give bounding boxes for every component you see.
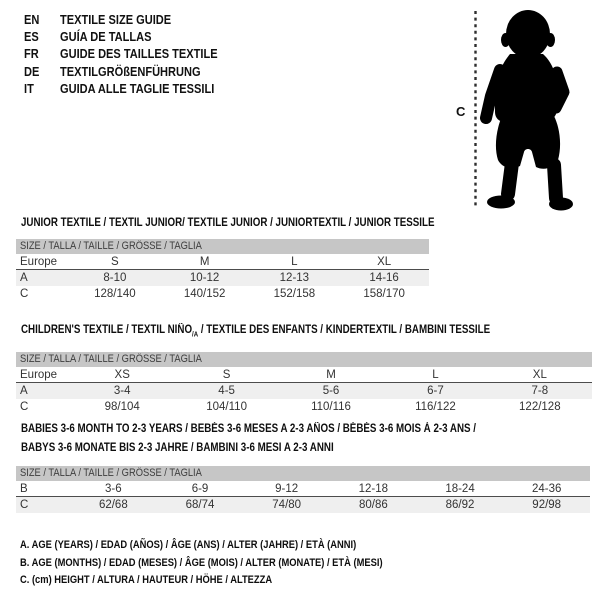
size-cell: 62/68 <box>98 499 128 511</box>
children-size-table <box>16 352 592 415</box>
row-label: B <box>20 483 28 495</box>
size-cell: 104/110 <box>206 401 247 413</box>
size-cell: 18-24 <box>445 483 475 495</box>
table-row <box>16 367 592 383</box>
figure-height-label: C <box>456 104 466 119</box>
size-cell: 4-5 <box>218 385 235 397</box>
size-header-bar: SIZE / TALLA / TAILLE / GRÖSSE / TAGLIA <box>16 239 429 254</box>
lang-code: DE <box>24 63 40 79</box>
lang-title: TEXTILE SIZE GUIDE <box>60 12 172 28</box>
size-cell: 12-18 <box>358 483 389 495</box>
children-table-title: CHILDREN'S TEXTILE / TEXTIL $NIÑO_{/A}$ / TEXTILE DES ENFANTS / KINDERTEXTIL / BAMBINI TESSILE <box>21 324 491 339</box>
table-row <box>16 286 429 302</box>
size-cell: 6-9 <box>191 483 209 495</box>
size-cell: 128/140 <box>94 288 136 300</box>
language-header <box>24 11 245 97</box>
lang-code: EN <box>24 12 40 28</box>
children-table-body <box>16 367 592 415</box>
size-cell: 122/128 <box>519 401 561 413</box>
lang-title: TEXTILGRÖßENFÜHRUNG <box>60 63 201 79</box>
size-cell: 8-10 <box>103 272 127 284</box>
size-cell: L <box>432 369 439 381</box>
baby-silhouette <box>486 10 573 211</box>
size-cell: 92/98 <box>532 499 562 511</box>
lang-code: ES <box>24 29 39 45</box>
size-cell: 110/116 <box>311 401 351 413</box>
row-label: Europe <box>20 256 58 268</box>
size-header-bar: SIZE / TALLA / TAILLE / GRÖSSE / TAGLIA <box>16 352 592 367</box>
size-cell: 98/104 <box>104 401 140 413</box>
size-cell: 6-7 <box>427 385 444 397</box>
row-label: A <box>20 385 28 397</box>
lang-row-en <box>24 11 245 28</box>
junior-table-body <box>16 254 429 302</box>
size-cell: L <box>291 256 298 268</box>
row-label: C <box>20 499 29 511</box>
size-cell: 74/80 <box>272 499 302 511</box>
table-row <box>16 497 590 513</box>
lang-row-fr <box>24 45 245 62</box>
babies-size-table <box>16 466 590 513</box>
junior-table-title: JUNIOR TEXTILE / TEXTIL JUNIOR/ TEXTILE JUNIOR / JUNIORTEXTIL / JUNIOR TESSILE <box>21 217 435 229</box>
size-cell: 9-12 <box>275 483 299 495</box>
junior-size-table <box>16 239 429 302</box>
size-cell: 80/86 <box>358 499 388 511</box>
row-label: Europe <box>20 369 58 381</box>
size-cell: M <box>326 369 336 381</box>
size-cell: 12-13 <box>279 272 310 284</box>
lang-row-it <box>24 80 245 97</box>
size-cell: 140/152 <box>183 288 226 300</box>
size-cell: XL <box>377 256 392 268</box>
footnote-c: C. (cm) HEIGHT / ALTURA / HAUTEUR / HÖHE / ALTEZZA <box>20 574 273 586</box>
lang-row-es <box>24 28 245 45</box>
footnote-b: B. AGE (MONTHS) / EDAD (MESES) / ÂGE (MOIS) / ALTER (MONATE) / ETÀ (MESI) <box>20 556 383 569</box>
lang-title: GUÍA DE TALLAS <box>60 29 152 45</box>
babies-table-title: BABIES 3-6 MONTH TO 2-3 YEARS / BEBÉS 3-6 MESES A 2-3 AÑOS / BÉBÉS 3-6 MOIS À 2-3 ANS / BABYS 3-6 MONATE BIS 2-3 JAHRE / BAMBINI 3-6 MESI A 2-3 ANNI <box>21 423 477 454</box>
table-row <box>16 270 429 286</box>
size-cell: S <box>111 256 119 268</box>
size-cell: 24-36 <box>531 483 562 495</box>
table-row <box>16 399 592 415</box>
table-row <box>16 481 590 497</box>
size-cell: 14-16 <box>369 272 399 284</box>
size-cell: 7-8 <box>531 385 549 397</box>
size-cell: S <box>222 369 231 381</box>
legend-footnotes <box>20 537 447 590</box>
size-cell: 116/122 <box>415 401 456 413</box>
size-cell: XS <box>114 369 130 381</box>
size-cell: 3-4 <box>113 385 131 397</box>
size-cell: 10-12 <box>189 272 220 284</box>
size-cell: M <box>199 256 210 268</box>
size-cell: 158/170 <box>363 288 405 300</box>
size-cell: 86/92 <box>445 499 475 511</box>
lang-row-de <box>24 63 245 80</box>
row-label: C <box>20 288 29 300</box>
babies-table-body <box>16 481 590 513</box>
row-label: C <box>20 401 29 413</box>
lang-title: GUIDA ALLE TAGLIE TESSILI <box>60 80 215 96</box>
table-row <box>16 254 429 270</box>
size-cell: 3-6 <box>105 483 122 495</box>
baby-silhouette-figure <box>455 8 600 214</box>
size-header-bar: SIZE / TALLA / TAILLE / GRÖSSE / TAGLIA <box>16 466 590 481</box>
lang-code: IT <box>24 80 34 96</box>
lang-code: FR <box>24 46 39 62</box>
lang-title: GUIDE DES TAILLES TEXTILE <box>60 46 218 62</box>
size-cell: 152/158 <box>273 288 316 300</box>
row-label: A <box>20 272 28 284</box>
size-cell: 5-6 <box>322 385 340 397</box>
table-row <box>16 383 592 399</box>
footnote-a: A. AGE (YEARS) / EDAD (AÑOS) / ÂGE (ANS) / ALTER (JAHRE) / ETÀ (ANNI) <box>20 539 357 551</box>
size-cell: 68/74 <box>185 499 215 511</box>
size-cell: XL <box>532 369 547 381</box>
